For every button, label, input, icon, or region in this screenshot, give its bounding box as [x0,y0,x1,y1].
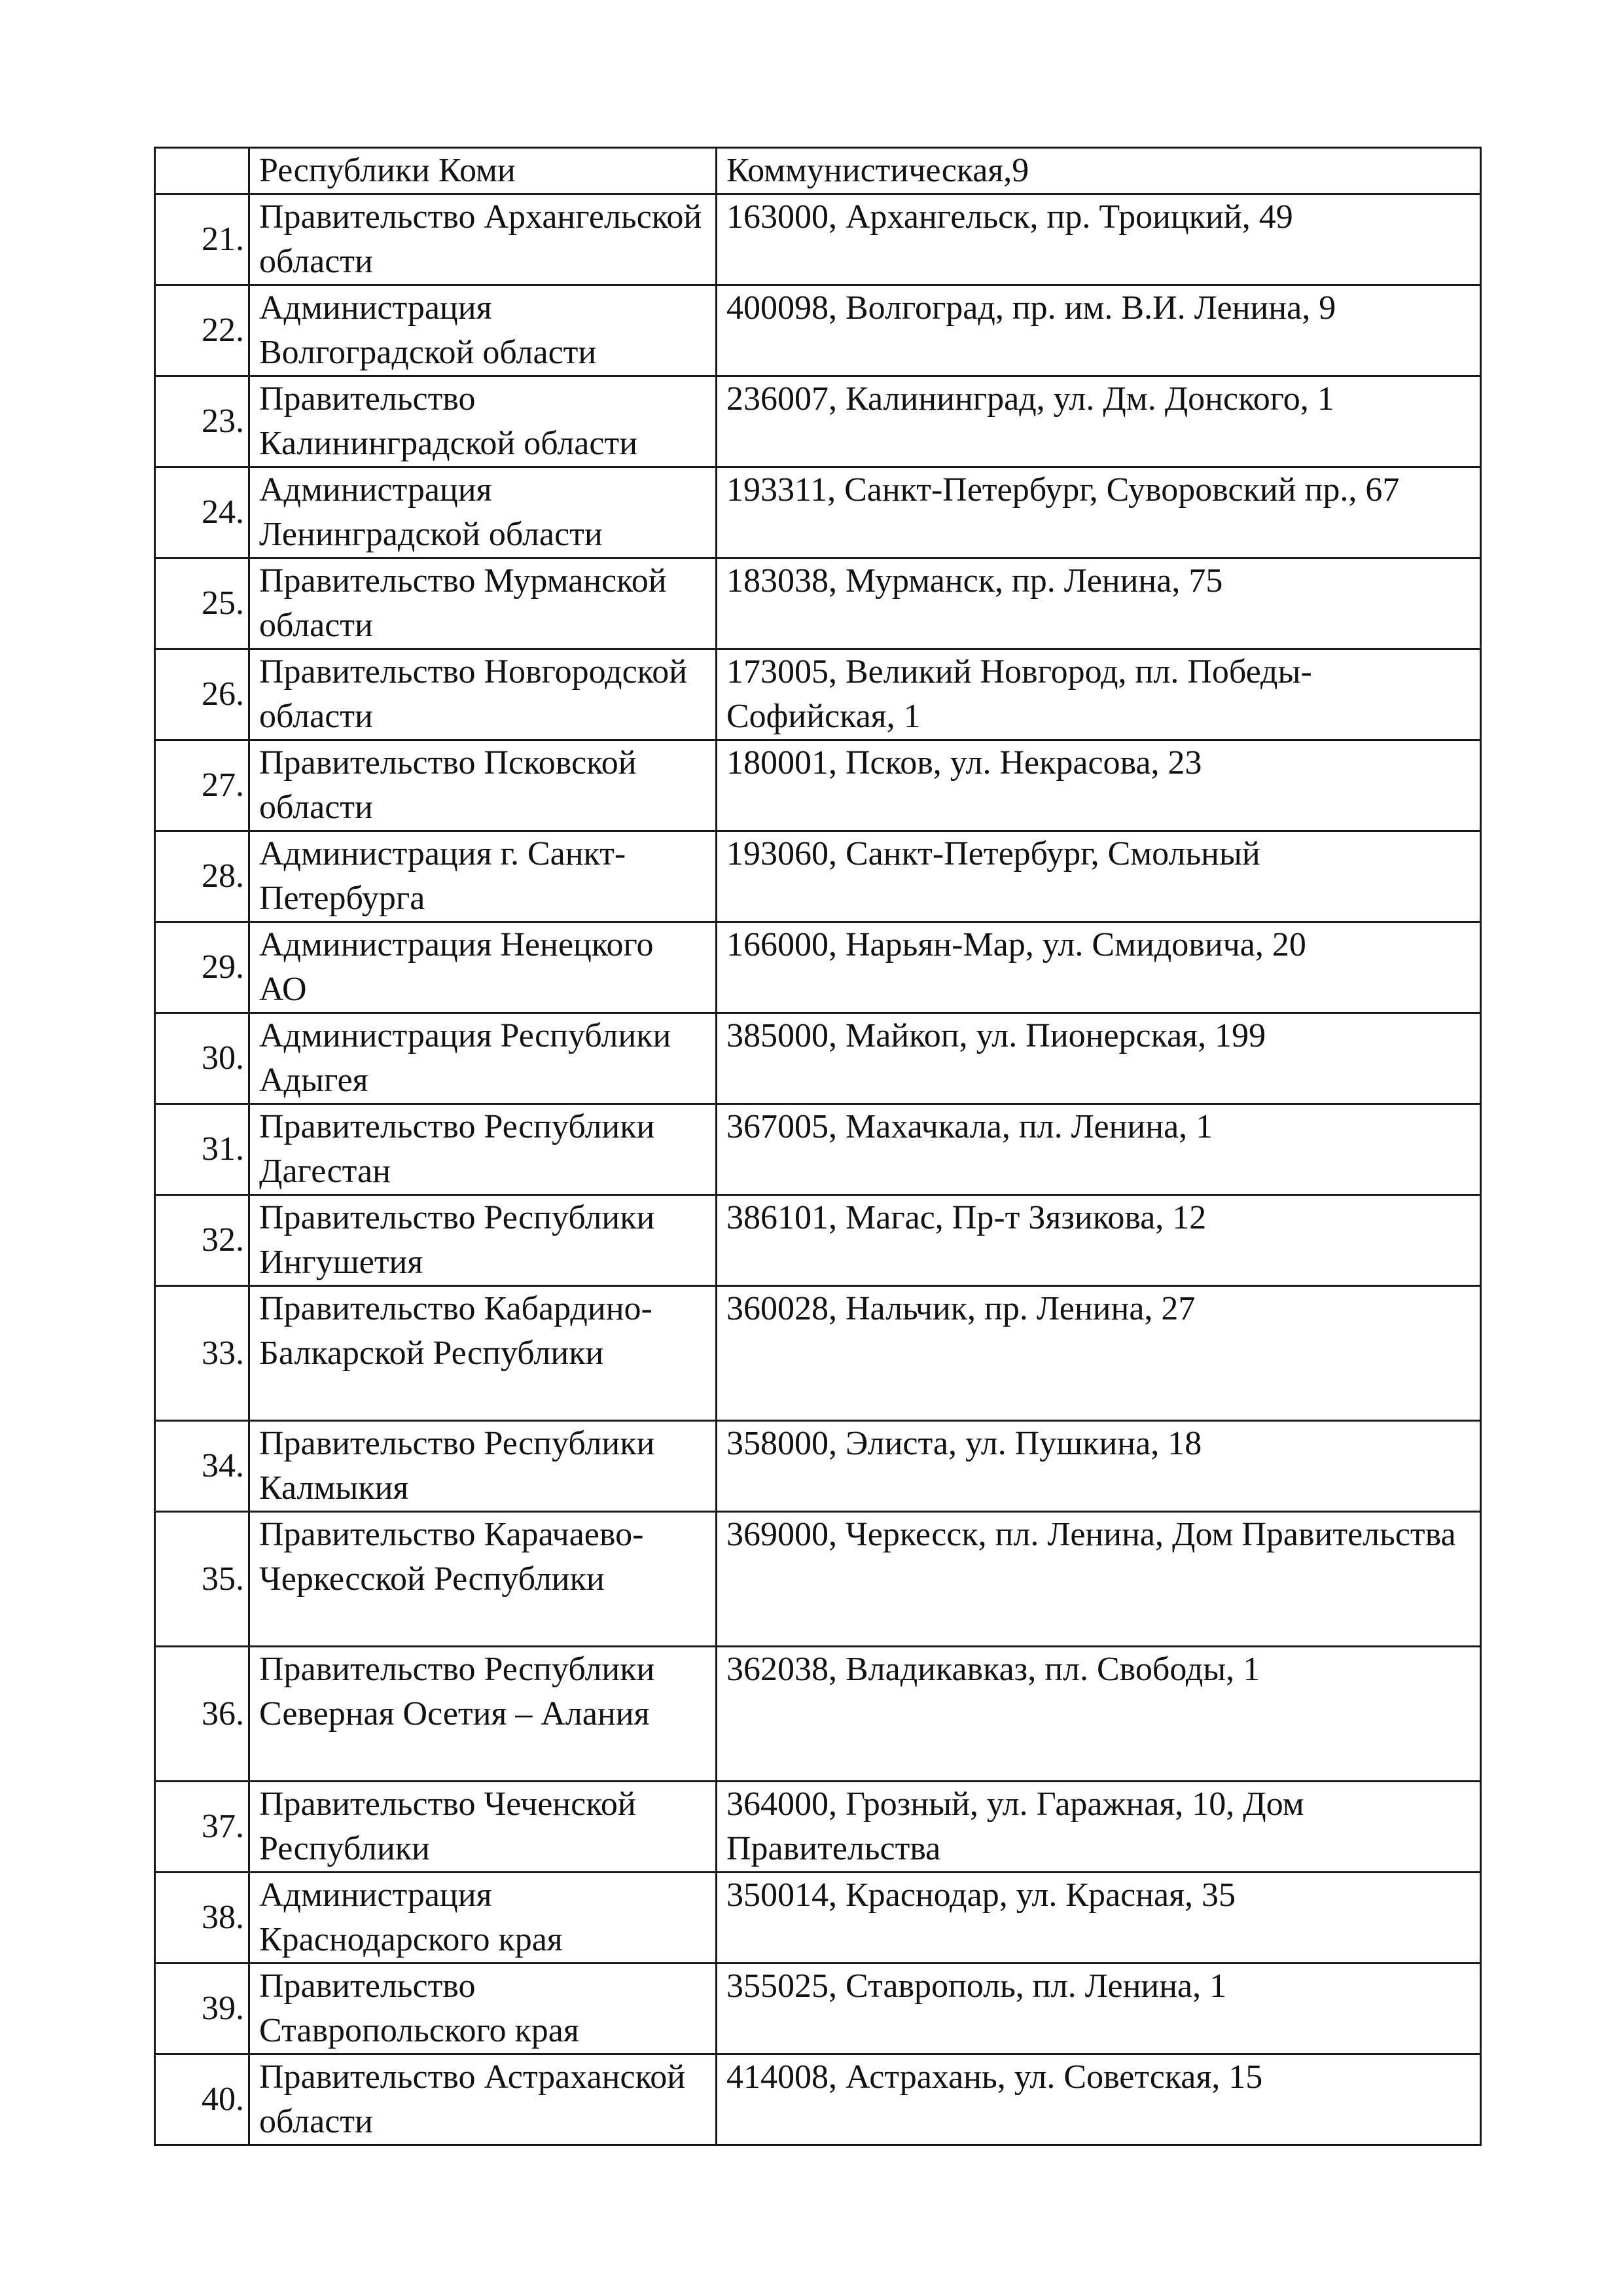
postal-address: 173005, Великий Новгород, пл. Победы-Софийская, 1 [717,649,1481,740]
row-number: 37. [155,1782,249,1873]
organization-name: Правительство Республики Ингушетия [249,1195,717,1286]
organization-name: Правительство Архангельской области [249,194,717,285]
postal-address: 180001, Псков, ул. Некрасова, 23 [717,740,1481,831]
postal-address: 364000, Грозный, ул. Гаражная, 10, Дом Правительства [717,1782,1481,1873]
postal-address: 350014, Краснодар, ул. Красная, 35 [717,1873,1481,1964]
postal-address: 360028, Нальчик, пр. Ленина, 27 [717,1286,1481,1421]
table-row [155,740,1481,831]
table-row [155,376,1481,467]
postal-address: 414008, Астрахань, ул. Советская, 15 [717,2054,1481,2145]
table-row [155,922,1481,1013]
row-number: 23. [155,376,249,467]
postal-address: 166000, Нарьян-Мар, ул. Смидовича, 20 [717,922,1481,1013]
postal-address: 362038, Владикавказ, пл. Свободы, 1 [717,1647,1481,1782]
row-number: 30. [155,1013,249,1104]
row-number: 40. [155,2054,249,2145]
organization-name: Администрация Ненецкого АО [249,922,717,1013]
row-number: 27. [155,740,249,831]
table-row [155,1512,1481,1647]
postal-address: 183038, Мурманск, пр. Ленина, 75 [717,558,1481,649]
row-number: 39. [155,1964,249,2054]
table-row [155,1013,1481,1104]
table-row [155,1195,1481,1286]
organization-name: Правительство Карачаево-Черкесской Республики [249,1512,717,1647]
row-number: 34. [155,1421,249,1512]
row-number: 31. [155,1104,249,1195]
postal-address: 369000, Черкесск, пл. Ленина, Дом Правительства [717,1512,1481,1647]
organization-name: Правительство Чеченской Республики [249,1782,717,1873]
organization-name: Правительство Калининградской области [249,376,717,467]
organization-name: Администрация Ленинградской области [249,467,717,558]
organization-name: Администрация г. Санкт-Петербурга [249,831,717,922]
table-row [155,194,1481,285]
postal-address: 386101, Магас, Пр-т Зязикова, 12 [717,1195,1481,1286]
row-number: 28. [155,831,249,922]
postal-address: 385000, Майкоп, ул. Пионерская, 199 [717,1013,1481,1104]
postal-address: Коммунистическая,9 [717,148,1481,194]
postal-address: 355025, Ставрополь, пл. Ленина, 1 [717,1964,1481,2054]
organization-name: Правительство Кабардино-Балкарской Республики [249,1286,717,1421]
postal-address: 400098, Волгоград, пр. им. В.И. Ленина, 9 [717,285,1481,376]
organization-name: Правительство Новгородской области [249,649,717,740]
table-row [155,558,1481,649]
table-row [155,285,1481,376]
organization-name: Республики Коми [249,148,717,194]
organization-name: Администрация Краснодарского края [249,1873,717,1964]
postal-address: 367005, Махачкала, пл. Ленина, 1 [717,1104,1481,1195]
table-row [155,2054,1481,2145]
row-number: 22. [155,285,249,376]
table-row [155,831,1481,922]
table-row [155,649,1481,740]
row-number: 21. [155,194,249,285]
row-number: 32. [155,1195,249,1286]
row-number: 33. [155,1286,249,1421]
row-number: 26. [155,649,249,740]
organization-name: Администрация Республики Адыгея [249,1013,717,1104]
row-number: 25. [155,558,249,649]
row-number: 29. [155,922,249,1013]
postal-address: 163000, Архангельск, пр. Троицкий, 49 [717,194,1481,285]
organization-name: Правительство Республики Калмыкия [249,1421,717,1512]
table-row [155,1782,1481,1873]
row-number: 36. [155,1647,249,1782]
row-number: 38. [155,1873,249,1964]
row-number [155,148,249,194]
organization-name: Правительство Псковской области [249,740,717,831]
organization-name: Администрация Волгоградской области [249,285,717,376]
table-row [155,148,1481,194]
postal-address: 193060, Санкт-Петербург, Смольный [717,831,1481,922]
table-row [155,1104,1481,1195]
table-row [155,1286,1481,1421]
table-row [155,467,1481,558]
table-row [155,1647,1481,1782]
postal-address: 236007, Калининград, ул. Дм. Донского, 1 [717,376,1481,467]
organization-name: Правительство Ставропольского края [249,1964,717,2054]
organization-name: Правительство Республики Дагестан [249,1104,717,1195]
table-row [155,1964,1481,2054]
organization-name: Правительство Мурманской области [249,558,717,649]
organization-name: Правительство Республики Северная Осетия – Алания [249,1647,717,1782]
postal-address: 358000, Элиста, ул. Пушкина, 18 [717,1421,1481,1512]
table-row [155,1421,1481,1512]
row-number: 24. [155,467,249,558]
organization-name: Правительство Астраханской области [249,2054,717,2145]
row-number: 35. [155,1512,249,1647]
table-row [155,1873,1481,1964]
postal-address: 193311, Санкт-Петербург, Суворовский пр., 67 [717,467,1481,558]
government-address-table [154,147,1482,2146]
